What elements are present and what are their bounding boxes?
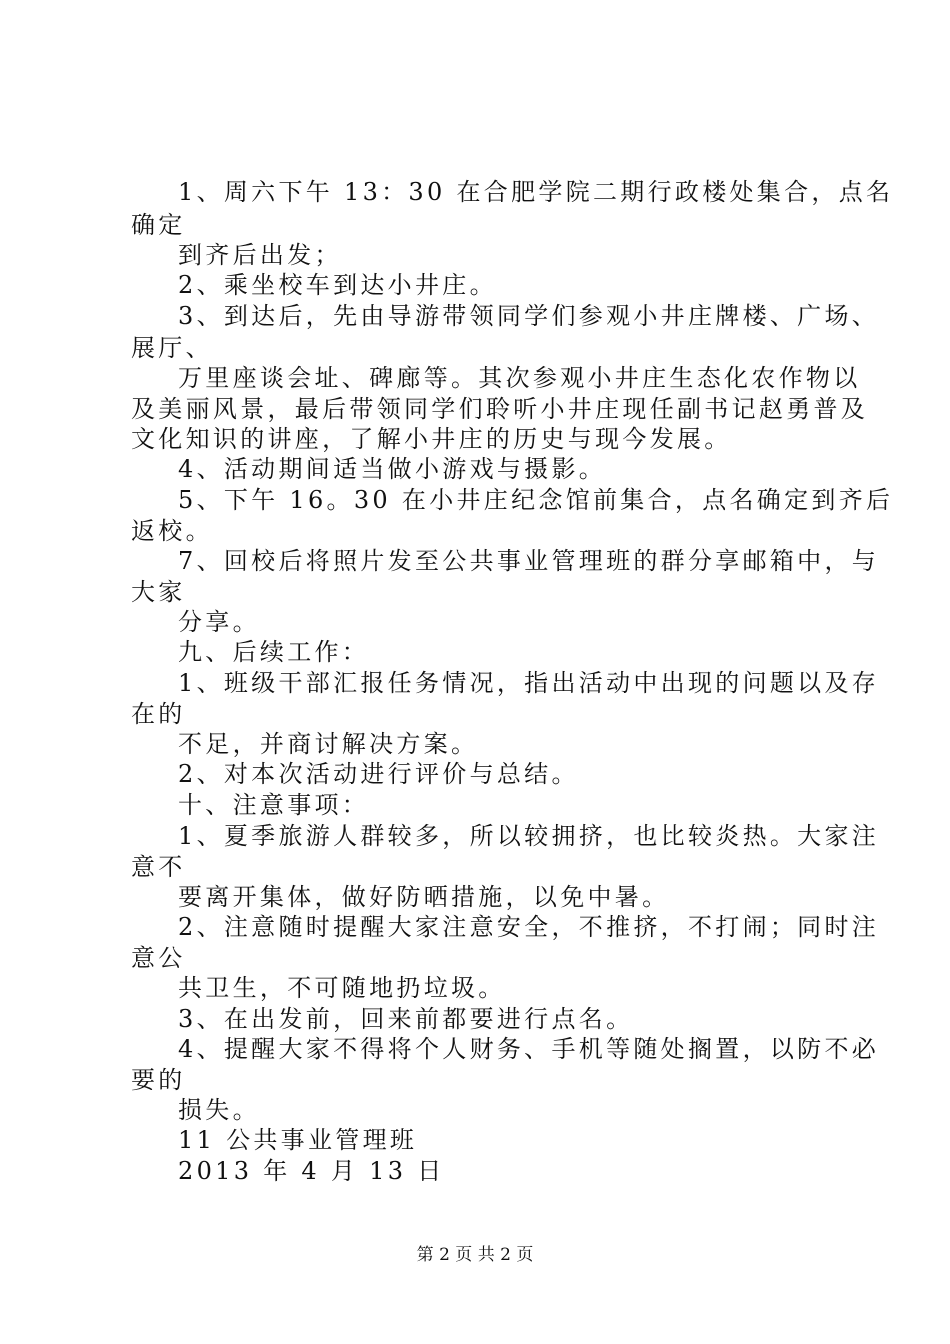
signature-date: 2013 年 4 月 13 日 bbox=[178, 1157, 445, 1185]
text-line-2: 确定 bbox=[131, 211, 186, 239]
signature-class: 11 公共事业管理班 bbox=[178, 1126, 418, 1154]
text-line-1: 1、周六下午 13：30 在合肥学院二期行政楼处集合，点名 bbox=[178, 178, 894, 206]
text-line-19: 不足，并商讨解决方案。 bbox=[178, 730, 479, 758]
text-line-25: 2、注意随时提醒大家注意安全，不推挤，不打闹；同时注 bbox=[178, 913, 880, 941]
text-line-30: 要的 bbox=[131, 1066, 186, 1094]
text-line-29: 4、提醒大家不得将个人财务、手机等随处搁置，以防不必 bbox=[178, 1035, 880, 1063]
text-line-18: 在的 bbox=[131, 700, 186, 728]
text-line-31: 损失。 bbox=[178, 1096, 260, 1124]
text-line-9: 文化知识的讲座，了解小井庄的历史与现今发展。 bbox=[131, 425, 732, 453]
text-line-15: 分享。 bbox=[178, 608, 260, 636]
text-line-6: 展厅、 bbox=[131, 334, 213, 362]
text-line-24: 要离开集体，做好防晒措施，以免中暑。 bbox=[178, 883, 670, 911]
text-line-21: 十、注意事项： bbox=[178, 791, 370, 819]
text-line-20: 2、对本次活动进行评价与总结。 bbox=[178, 760, 579, 788]
text-line-3: 到齐后出发； bbox=[178, 241, 342, 269]
text-line-13: 7、回校后将照片发至公共事业管理班的群分享邮箱中，与 bbox=[178, 547, 880, 575]
text-line-27: 共卫生，不可随地扔垃圾。 bbox=[178, 974, 506, 1002]
text-line-11: 5、下午 16。30 在小井庄纪念馆前集合，点名确定到齐后 bbox=[178, 486, 894, 514]
text-line-7: 万里座谈会址、碑廊等。其次参观小井庄生态化农作物以 bbox=[178, 364, 861, 392]
text-line-4: 2、乘坐校车到达小井庄。 bbox=[178, 271, 497, 299]
text-line-5: 3、到达后，先由导游带领同学们参观小井庄牌楼、广场、 bbox=[178, 302, 880, 330]
text-line-14: 大家 bbox=[131, 578, 186, 606]
text-line-28: 3、在出发前，回来前都要进行点名。 bbox=[178, 1005, 634, 1033]
text-line-10: 4、活动期间适当做小游戏与摄影。 bbox=[178, 455, 607, 483]
text-line-22: 1、夏季旅游人群较多，所以较拥挤，也比较炎热。大家注 bbox=[178, 822, 880, 850]
text-line-8: 及美丽风景，最后带领同学们聆听小井庄现任副书记赵勇普及 bbox=[131, 395, 869, 423]
page-number-footer: 第 2 页 共 2 页 bbox=[416, 1245, 534, 1265]
text-line-17: 1、班级干部汇报任务情况，指出活动中出现的问题以及存 bbox=[178, 669, 880, 697]
text-line-23: 意不 bbox=[131, 853, 186, 881]
text-line-12: 返校。 bbox=[131, 517, 213, 545]
text-line-16: 九、后续工作： bbox=[178, 638, 370, 666]
text-line-26: 意公 bbox=[131, 944, 186, 972]
